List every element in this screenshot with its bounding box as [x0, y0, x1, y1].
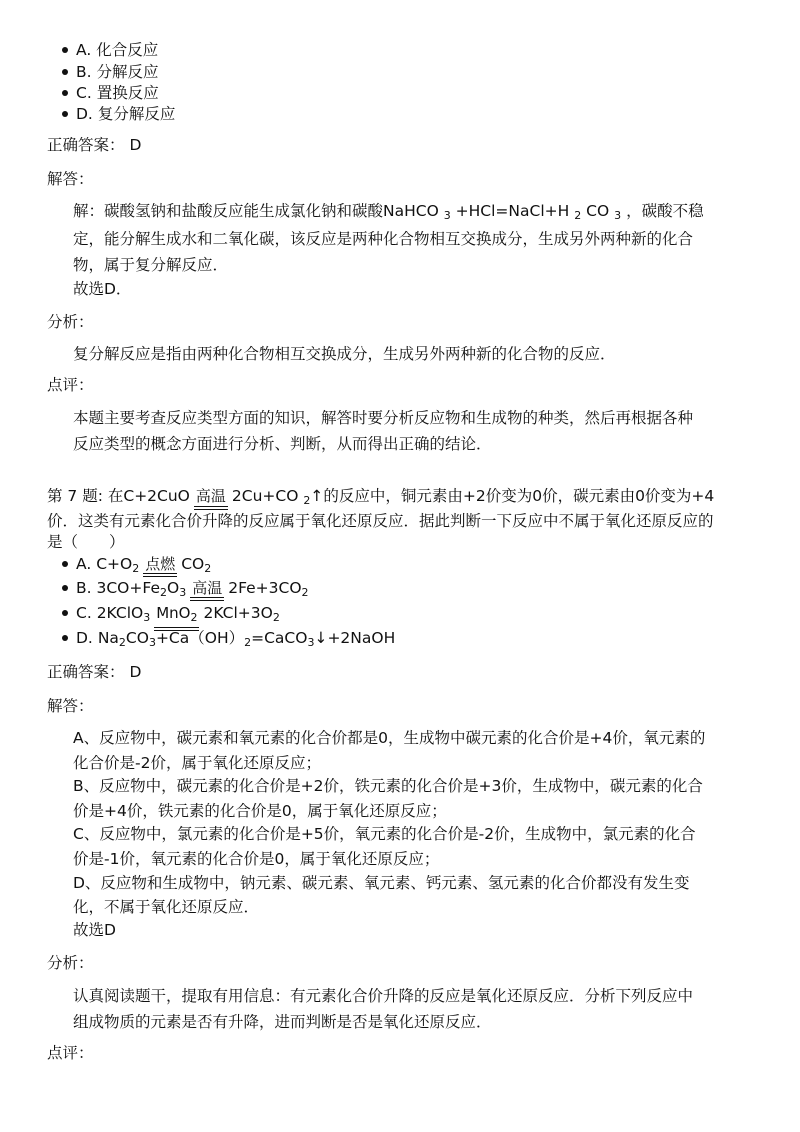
q7-analysis-line-2: 组成物质的元素是否有升降，进而判断是否是氧化还原反应．: [73, 1013, 492, 1031]
option-letter: D.: [76, 105, 93, 123]
q7-option-c: [76, 602, 280, 629]
text: CO: [586, 202, 610, 220]
option-text: 置换反应: [96, 84, 159, 102]
condition-line: [190, 600, 224, 601]
q6-option-d: [76, 103, 175, 125]
q7-option-a: [76, 553, 211, 580]
q7-solution-line-2: 化合价是-2价，属于氧化还原反应；: [73, 754, 321, 772]
q7-option-d: [76, 627, 395, 654]
q7-solution-line-8: 化，不属于氧化还原反应．: [73, 898, 260, 916]
subscript: 2: [132, 562, 140, 575]
answer-value: D: [129, 663, 142, 681]
formula: Na: [97, 629, 119, 647]
subscript: 2: [301, 586, 309, 599]
formula: O: [166, 579, 180, 597]
formula: 2Fe+3CO: [228, 579, 302, 597]
q7-solution-line-6: 价是-1价，氧元素的化合价是0，属于氧化还原反应；: [73, 850, 440, 868]
q7-solution-line-7: D、反应物和生成物中，钠元素、碳元素、氧元素、钙元素、氢元素的化合价都没有发生变: [73, 874, 690, 892]
answer-label: 正确答案：: [47, 663, 125, 681]
formula: =CaCO: [251, 629, 308, 647]
option-letter: B.: [76, 63, 92, 81]
bullet-icon: [62, 90, 68, 96]
option-letter: B.: [76, 579, 92, 597]
answer-value: D: [129, 136, 142, 154]
q6-analysis-line-1: 复分解反应是指由两种化合物相互交换成分，生成另外两种新的化合物的反应．: [73, 345, 616, 363]
q6-solution-line-2: 定，能分解生成水和二氧化碳，该反应是两种化合物相互交换成分，生成另外两种新的化合: [73, 230, 694, 248]
text: 解：碳酸氢钠和盐酸反应能生成氯化钠和碳酸NaHCO: [73, 202, 439, 220]
formula: CO: [125, 629, 149, 647]
q7-solution-line-1: A、反应物中，碳元素和氧元素的化合价都是0，生成物中碳元素的化合价是+4价，氧元素的: [73, 729, 706, 747]
formula: 2KCl+3O: [203, 604, 273, 622]
q6-answer: [47, 134, 141, 156]
condition-line: [194, 506, 228, 507]
condition-text: MnO: [156, 604, 191, 622]
subscript: 2: [204, 562, 212, 575]
q7-solution-line-4: 价是+4价，铁元素的化合价是0，属于氧化还原反应；: [73, 802, 447, 820]
condition-text: 点燃: [145, 555, 176, 573]
q7-option-b: [76, 577, 309, 604]
subscript: 3: [307, 636, 315, 649]
q6-solution-line-4: 故选D．: [73, 280, 132, 298]
bullet-icon: [62, 635, 68, 641]
q6-solution-line-1: [73, 198, 738, 229]
option-letter: C.: [76, 84, 92, 102]
q7-solution-line-5: C、反应物中，氯元素的化合价是+5价，氧元素的化合价是-2价，生成物中，氯元素的化合: [73, 825, 696, 843]
q6-comment-line-2: 反应类型的概念方面进行分析、判断，从而得出正确的结论．: [73, 435, 492, 453]
bullet-icon: [62, 47, 68, 53]
subscript: 2: [574, 209, 582, 222]
text: +HCl=NaCl+H: [455, 202, 570, 220]
subscript: 2: [272, 611, 280, 624]
q6-solution-line-3: 物，属于复分解反应．: [73, 256, 229, 274]
q7-solution-line-9: 故选D: [73, 921, 116, 939]
subscript: 3: [443, 209, 451, 222]
formula: CO: [181, 555, 205, 573]
condition-line: [143, 573, 177, 574]
option-letter: A.: [76, 555, 92, 573]
q6-comment-label: 点评：: [47, 376, 94, 394]
bullet-icon: [62, 585, 68, 591]
subscript: 2: [244, 636, 252, 649]
option-text: 化合反应: [96, 41, 159, 59]
formula: ↓+2NaOH: [314, 629, 396, 647]
q7-stem-line-3: 是（ ）: [47, 533, 125, 551]
option-text: 分解反应: [96, 63, 159, 81]
condition-text: 高温: [195, 487, 226, 505]
q6-option-a: [76, 39, 158, 61]
reaction-condition: [194, 484, 228, 508]
text: ，碳酸不稳: [626, 202, 704, 220]
q6-option-c: [76, 82, 159, 104]
q6-solution-label: 解答：: [47, 170, 94, 188]
formula: 3CO+Fe: [96, 579, 160, 597]
subscript: 3: [614, 209, 622, 222]
bullet-icon: [62, 610, 68, 616]
text: ↑的反应中，铜元素由+2价变为0价，碳元素由0价变为+4: [310, 487, 715, 505]
answer-label: 正确答案：: [47, 136, 125, 154]
q7-solution-label: 解答：: [47, 697, 94, 715]
q7-comment-label: 点评：: [47, 1044, 94, 1062]
q7-stem-line-2: 价．这类有元素化合价升降的反应属于氧化还原反应．据此判断一下反应中不属于氧化还原反应的: [47, 512, 714, 530]
text: 2Cu+CO: [231, 487, 299, 505]
q6-option-b: [76, 61, 159, 83]
q7-analysis-line-1: 认真阅读题干，提取有用信息：有元素化合价升降的反应是氧化还原反应．分析下列反应中: [73, 987, 694, 1005]
option-letter: D.: [76, 629, 93, 647]
q7-solution-line-3: B、反应物中，碳元素的化合价是+2价，铁元素的化合价是+3价，生成物中，碳元素的化合: [73, 777, 703, 795]
subscript: 2: [190, 611, 198, 624]
subscript: 3: [143, 611, 151, 624]
bullet-icon: [62, 111, 68, 117]
q6-comment-line-1: 本题主要考查反应类型方面的知识，解答时要分析反应物和生成物的种类，然后再根据各种: [73, 409, 694, 427]
reaction-condition: [190, 577, 224, 599]
q7-answer: [47, 661, 141, 683]
formula: +Ca（OH）: [155, 629, 245, 647]
subscript: 2: [159, 586, 167, 599]
q7-analysis-label: 分析：: [47, 954, 94, 972]
subscript: 2: [303, 494, 311, 507]
reaction-condition: [154, 602, 199, 629]
formula: C+O: [96, 555, 133, 573]
condition-text: 高温: [192, 579, 223, 597]
q6-analysis-label: 分析：: [47, 313, 94, 331]
condition-line: [190, 597, 224, 598]
bullet-icon: [62, 561, 68, 567]
option-letter: C.: [76, 604, 92, 622]
bullet-icon: [62, 69, 68, 75]
text: 第 7 题: 在C+2CuO: [47, 487, 190, 505]
formula: 2KClO: [96, 604, 144, 622]
option-text: 复分解反应: [97, 105, 176, 123]
reaction-condition: [143, 553, 177, 575]
subscript: 3: [179, 586, 187, 599]
option-letter: A.: [76, 41, 92, 59]
subscript: 3: [148, 636, 156, 649]
subscript: 2: [118, 636, 126, 649]
